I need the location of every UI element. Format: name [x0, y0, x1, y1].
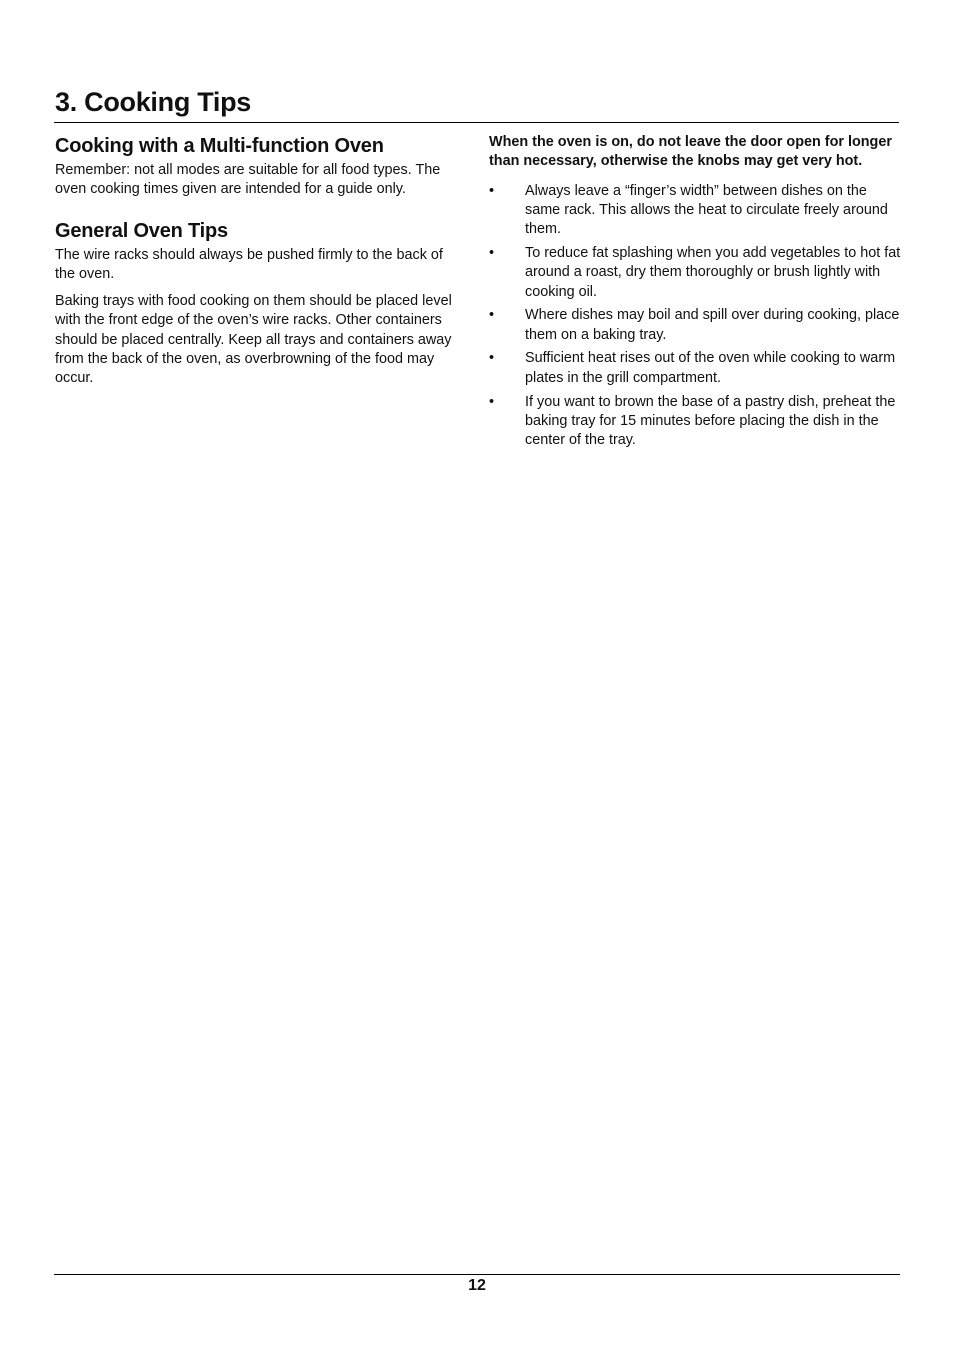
tip-text: Where dishes may boil and spill over during cooking, place them on a baking tray.	[525, 307, 900, 343]
bullet-icon: •	[489, 350, 495, 367]
page-title: 3. Cooking Tips	[55, 87, 252, 117]
title-divider	[54, 122, 899, 123]
left-column	[55, 133, 465, 389]
section-heading-multi-function-oven: Cooking with a Multi-function Oven	[55, 135, 384, 157]
page-number: 12	[468, 1277, 486, 1294]
bullet-icon: •	[489, 182, 495, 199]
footer-divider	[54, 1274, 900, 1275]
tips-list	[489, 182, 901, 451]
bullet-icon: •	[489, 393, 495, 410]
general-tips-paragraph: Baking trays with food cooking on them should be placed level with the front edge of the oven’s wire racks. Other containers should be placed centrally. Keep all trays and containers away from the back of the oven, as overbrowning of the food may occur.	[55, 293, 452, 387]
list-item	[489, 244, 901, 302]
list-item	[489, 349, 901, 388]
list-item	[489, 393, 901, 451]
door-warning-text: When the oven is on, do not leave the door open for longer than necessary, otherwise the knobs may get very hot.	[489, 134, 892, 170]
bullet-icon: •	[489, 307, 495, 324]
list-item	[489, 306, 901, 345]
tip-text: To reduce fat splashing when you add vegetables to hot fat around a roast, dry them thoroughly or brush lightly with cooking oil.	[525, 244, 901, 300]
list-item	[489, 182, 901, 240]
tip-text: If you want to brown the base of a pastry dish, preheat the baking tray for 15 minutes before placing the dish in the center of the tray.	[525, 393, 896, 449]
tip-text: Always leave a “finger’s width” between dishes on the same rack. This allows the heat to circulate freely around them.	[525, 182, 888, 238]
general-tips-paragraph: The wire racks should always be pushed firmly to the back of the oven.	[55, 246, 443, 282]
bullet-icon: •	[489, 244, 495, 261]
tip-text: Sufficient heat rises out of the oven while cooking to warm plates in the grill compartment.	[525, 350, 896, 386]
right-column	[489, 133, 901, 455]
multi-function-oven-text: Remember: not all modes are suitable for all food types. The oven cooking times given are intended for a guide only.	[55, 162, 441, 198]
section-heading-general-oven-tips: General Oven Tips	[55, 219, 228, 242]
